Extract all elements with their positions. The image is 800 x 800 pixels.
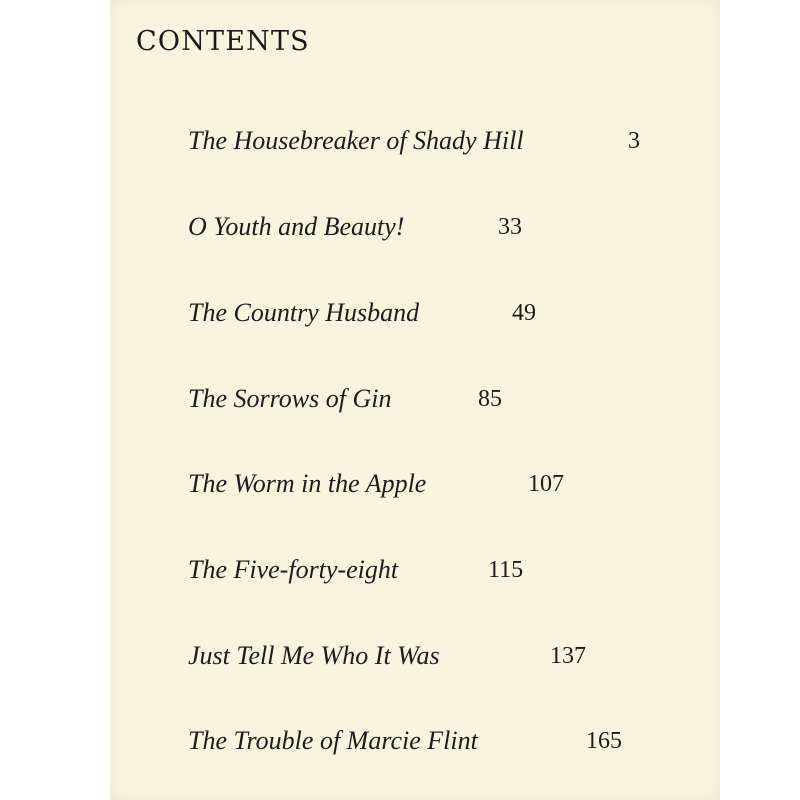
toc-entry xyxy=(188,469,564,499)
toc-entry-page: 137 xyxy=(550,643,586,669)
toc-entry-title: Just Tell Me Who It Was xyxy=(188,641,440,670)
toc-entry xyxy=(188,641,586,671)
toc-entry xyxy=(188,726,622,756)
toc-entry xyxy=(188,212,522,242)
page-title: CONTENTS xyxy=(136,26,310,57)
toc-entry-page: 115 xyxy=(488,557,524,583)
toc-entry-title: The Five-forty-eight xyxy=(188,555,399,584)
toc-entry-page: 165 xyxy=(586,728,622,754)
toc-entry xyxy=(188,298,536,328)
toc-entry-title: The Trouble of Marcie Flint xyxy=(188,726,478,755)
toc-entry-page: 107 xyxy=(528,471,564,497)
toc-entry-title: The Housebreaker of Shady Hill xyxy=(188,126,524,155)
toc-entry-title: The Country Husband xyxy=(188,298,420,327)
toc-entry-page: 85 xyxy=(478,386,502,412)
toc-entry-title: The Worm in the Apple xyxy=(188,469,427,498)
toc-entry-page: 33 xyxy=(498,214,522,240)
toc-entry-title: The Sorrows of Gin xyxy=(188,384,392,413)
toc-entry-page: 3 xyxy=(628,128,640,154)
toc-entry xyxy=(188,384,502,414)
toc-entry-page: 49 xyxy=(512,300,536,326)
toc-entry xyxy=(188,126,640,156)
toc-entry xyxy=(188,555,524,585)
toc-entry-title: O Youth and Beauty! xyxy=(188,212,405,241)
